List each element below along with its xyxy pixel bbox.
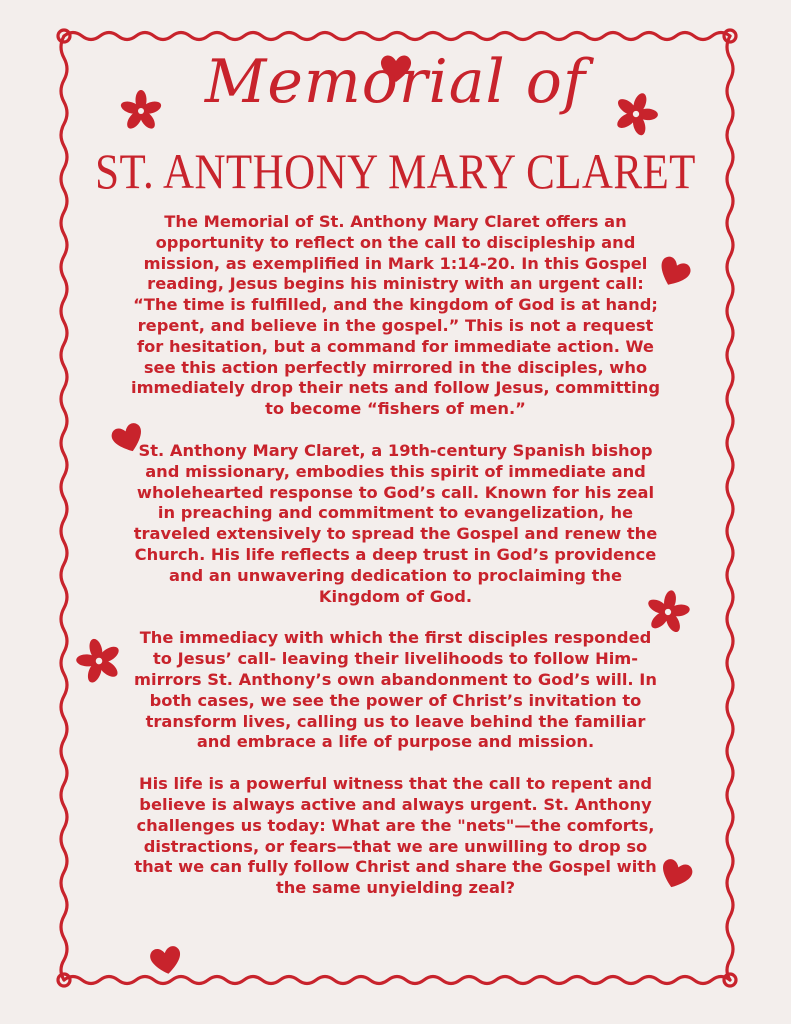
paragraph: The immediacy with which the first disciples responded to Jesus’ call- leaving their livelihoods to follow Him- mirrors St. Anthony’s own abandonment to God’s will. In both cases, we see the power of Christ’s invitation to transform lives, calling us to leave behind the familiar and embrace a life of purpose and mission. bbox=[134, 628, 657, 752]
paragraph: St. Anthony Mary Claret, a 19th-century Spanish bishop and missionary, embodies this spirit of immediate and wholehearted response to God’s call. Known for his zeal in preaching and commitment to evangelization, he traveled extensively to spread the Gospel and renew the Church. His life reflects a deep trust in God’s providence and an unwavering dedication to proclaiming the Kingdom of God. bbox=[133, 440, 658, 606]
page-title: ST. ANTHONY MARY CLARET bbox=[95, 143, 696, 199]
script-title: Memorial of bbox=[204, 47, 587, 117]
paragraph: His life is a powerful witness that the call to repent and believe is always active and always urgent. St. Anthony challenges us today: What are the "nets"—the comforts, distractions, or fears—that we are unwilling to drop so that we can fully follow Christ and share the Gospel with the same unyielding zeal? bbox=[134, 774, 657, 898]
paragraph: The Memorial of St. Anthony Mary Claret offers an opportunity to reflect on the call to discipleship and mission, as exemplified in Mark 1:14-20. In this Gospel reading, Jesus begins his ministry with an urgent call: “The time is fulfilled, and the kingdom of God is at hand; repent, and believe in the gospel.” This is not a request for hesitation, but a command for immediate action. We see this action perfectly mirrored in the disciples, who immediately drop their nets and follow Jesus, committing to become “fishers of men.” bbox=[130, 212, 660, 419]
flower-icon bbox=[74, 636, 124, 686]
body-text bbox=[130, 212, 661, 920]
heart-icon bbox=[145, 941, 186, 979]
